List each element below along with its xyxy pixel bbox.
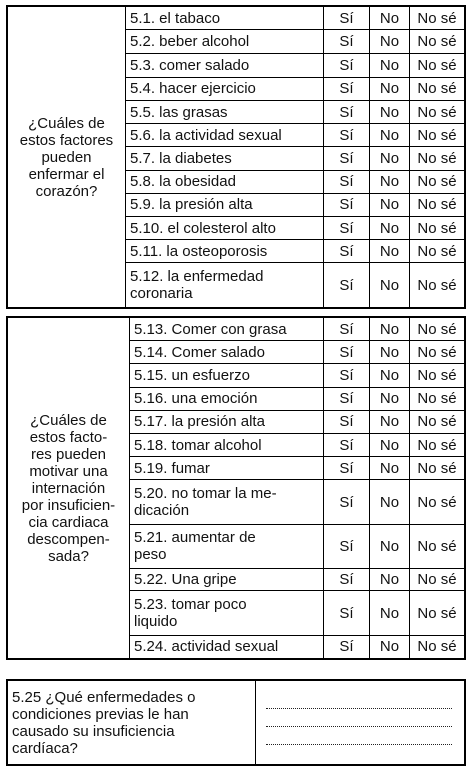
question-line: corazón? [35, 182, 98, 200]
item-label-line: 5.20. no tomar la me- [134, 485, 277, 503]
item-label-line: 5.22. Una gripe [134, 571, 237, 589]
option-yes[interactable]: Sí [324, 100, 370, 123]
option-unsure[interactable]: No sé [410, 30, 465, 54]
item-label-line: 5.1. el tabaco [130, 9, 221, 27]
answer-line-1[interactable] [266, 707, 452, 709]
option-yes[interactable]: Sí [324, 124, 370, 147]
option-yes[interactable]: Sí [324, 170, 370, 193]
question-line: pueden [41, 148, 92, 166]
option-yes[interactable]: Sí [324, 341, 370, 364]
option-no[interactable]: No [370, 263, 410, 308]
option-no[interactable]: No [370, 54, 410, 77]
item-label [126, 7, 324, 30]
question-line: internación [31, 479, 106, 497]
item-label-line: 5.13. Comer con grasa [134, 320, 287, 338]
option-no[interactable]: No [370, 524, 410, 568]
item-label [126, 30, 324, 54]
item-label-line: 5.8. la obesidad [130, 173, 236, 191]
question-line: descompen- [27, 530, 110, 548]
item-label-line: coronaria [130, 285, 193, 303]
item-label-line: 5.6. la actividad sexual [130, 126, 282, 144]
option-no[interactable]: No [370, 193, 410, 216]
answer-area[interactable] [256, 681, 465, 765]
option-unsure[interactable]: No sé [410, 7, 465, 30]
item-label [126, 124, 324, 147]
item-label [126, 193, 324, 216]
question-line: ¿Cuáles de [30, 411, 107, 429]
question-block-heart-factors [6, 5, 466, 309]
question-line: sada? [48, 547, 89, 565]
option-unsure[interactable]: No sé [410, 434, 465, 457]
option-unsure[interactable]: No sé [410, 524, 465, 568]
item-label-line: 5.16. una emoción [134, 390, 258, 408]
item-label-line: 5.24. actividad sexual [134, 638, 279, 656]
option-no[interactable]: No [370, 7, 410, 30]
option-yes[interactable]: Sí [324, 240, 370, 263]
option-yes[interactable]: Sí [324, 263, 370, 308]
option-no[interactable]: No [370, 216, 410, 239]
previous-conditions-question-line: 5.25 ¿Qué enfermedades o [12, 688, 196, 706]
item-label-line: 5.23. tomar poco [134, 596, 247, 614]
option-no[interactable]: No [370, 569, 410, 591]
item-label [130, 364, 324, 387]
option-no[interactable]: No [370, 30, 410, 54]
option-unsure[interactable]: No sé [410, 635, 465, 658]
item-label [130, 434, 324, 457]
previous-conditions-question-line: causado su insuficiencia [12, 722, 175, 740]
option-yes[interactable]: Sí [324, 147, 370, 170]
option-no[interactable]: No [370, 635, 410, 658]
option-no[interactable]: No [370, 364, 410, 387]
item-label-line: 5.10. el colesterol alto [130, 219, 276, 237]
question-line: motivar una [29, 462, 108, 480]
question-line: cia cardiaca [28, 513, 109, 531]
item-label-line: 5.18. tomar alcohol [134, 436, 262, 454]
answer-line-2[interactable] [266, 725, 452, 727]
option-yes[interactable]: Sí [324, 387, 370, 410]
item-label [126, 263, 324, 308]
option-no[interactable]: No [370, 100, 410, 123]
item-label-line: 5.17. la presión alta [134, 413, 265, 431]
option-unsure[interactable]: No sé [410, 100, 465, 123]
item-label [130, 524, 324, 568]
item-label [130, 569, 324, 591]
item-label-line: 5.15. un esfuerzo [134, 367, 250, 384]
question-row [8, 7, 465, 30]
item-label-line: 5.11. la osteoporosis [130, 242, 268, 260]
question-row [8, 318, 465, 341]
item-label [126, 77, 324, 100]
item-label-line: 5.9. la presión alta [130, 196, 253, 214]
option-unsure[interactable]: No sé [410, 591, 465, 635]
option-unsure[interactable]: No sé [410, 387, 465, 410]
item-label [130, 591, 324, 635]
option-unsure[interactable]: No sé [410, 480, 465, 524]
question-line: ¿Cuáles de [28, 114, 105, 132]
option-no[interactable]: No [370, 240, 410, 263]
heart-factors-table [7, 6, 465, 308]
hospitalization-factors-table [7, 317, 465, 659]
option-yes[interactable]: Sí [324, 193, 370, 216]
option-yes[interactable]: Sí [324, 216, 370, 239]
item-label-line: 5.19. fumar [134, 459, 210, 477]
item-label [130, 318, 324, 341]
option-unsure[interactable]: No sé [410, 318, 465, 341]
item-label-line: 5.21. aumentar de [134, 529, 256, 547]
option-yes[interactable]: Sí [324, 480, 370, 524]
question-line: por insuficien- [21, 496, 116, 514]
item-label [130, 341, 324, 364]
option-no[interactable]: No [370, 124, 410, 147]
option-no[interactable]: No [370, 341, 410, 364]
question-lines [12, 115, 121, 200]
option-yes[interactable]: Sí [324, 7, 370, 30]
option-no[interactable]: No [370, 457, 410, 480]
item-label-line: liquido [134, 613, 178, 631]
option-yes[interactable]: Sí [324, 30, 370, 54]
previous-conditions-question [8, 681, 256, 765]
option-no[interactable]: No [370, 591, 410, 635]
question-line: estos factores [19, 131, 114, 149]
previous-conditions-question-line: condiciones previas le han [12, 705, 189, 723]
option-unsure[interactable]: No sé [410, 54, 465, 77]
item-label-line: 5.3. comer salado [130, 57, 250, 75]
item-label [126, 240, 324, 263]
previous-conditions-table [7, 680, 465, 765]
question-block-previous-conditions [6, 679, 466, 766]
option-yes[interactable]: Sí [324, 457, 370, 480]
item-label [126, 147, 324, 170]
item-label-line: 5.12. la enfermedad [130, 268, 264, 286]
item-label-line: 5.14. Comer salado [134, 343, 265, 361]
option-no[interactable]: No [370, 434, 410, 457]
question-line: res pueden [30, 445, 107, 463]
option-unsure[interactable]: No sé [410, 364, 465, 387]
option-no[interactable]: No [370, 170, 410, 193]
previous-conditions-question-line: cardíaca? [12, 739, 78, 757]
option-yes[interactable]: Sí [324, 434, 370, 457]
question-line: enfermar el [28, 165, 105, 183]
option-no[interactable]: No [370, 77, 410, 100]
option-yes[interactable]: Sí [324, 635, 370, 658]
option-unsure[interactable]: No sé [410, 410, 465, 433]
item-label [130, 387, 324, 410]
item-label [126, 216, 324, 239]
item-label-line: 5.4. hacer ejercicio [130, 80, 256, 98]
option-yes[interactable]: Sí [324, 524, 370, 568]
option-no[interactable]: No [370, 387, 410, 410]
option-unsure[interactable]: No sé [410, 147, 465, 170]
option-no[interactable]: No [370, 410, 410, 433]
option-unsure[interactable]: No sé [410, 170, 465, 193]
item-label [126, 170, 324, 193]
item-label [130, 635, 324, 658]
item-label-line: 5.2. beber alcohol [130, 33, 250, 51]
option-unsure[interactable]: No sé [410, 77, 465, 100]
question-text [8, 318, 130, 659]
question-lines [12, 412, 125, 565]
question-line: estos facto- [29, 428, 108, 446]
option-no[interactable]: No [370, 480, 410, 524]
option-yes[interactable]: Sí [324, 569, 370, 591]
item-label [130, 480, 324, 524]
option-unsure[interactable]: No sé [410, 124, 465, 147]
item-label [126, 100, 324, 123]
option-yes[interactable]: Sí [324, 364, 370, 387]
option-yes[interactable]: Sí [324, 410, 370, 433]
answer-line-3[interactable] [266, 743, 452, 745]
option-unsure[interactable]: No sé [410, 341, 465, 364]
item-label-line: peso [134, 546, 167, 564]
option-no[interactable]: No [370, 318, 410, 341]
option-unsure[interactable]: No sé [410, 216, 465, 239]
item-label [126, 54, 324, 77]
question-text [8, 7, 126, 308]
option-yes[interactable]: Sí [324, 77, 370, 100]
option-yes[interactable]: Sí [324, 591, 370, 635]
question-block-hospitalization-factors [6, 316, 466, 660]
item-label-line: 5.5. las grasas [130, 103, 228, 121]
option-no[interactable]: No [370, 147, 410, 170]
item-label-line: 5.7. la diabetes [130, 149, 232, 167]
option-unsure[interactable]: No sé [410, 263, 465, 308]
item-label-line: dicación [134, 502, 190, 520]
item-label [130, 457, 324, 480]
option-unsure[interactable]: No sé [410, 569, 465, 591]
option-yes[interactable]: Sí [324, 318, 370, 341]
option-unsure[interactable]: No sé [410, 193, 465, 216]
item-label [130, 410, 324, 433]
option-unsure[interactable]: No sé [410, 240, 465, 263]
option-yes[interactable]: Sí [324, 54, 370, 77]
option-unsure[interactable]: No sé [410, 457, 465, 480]
